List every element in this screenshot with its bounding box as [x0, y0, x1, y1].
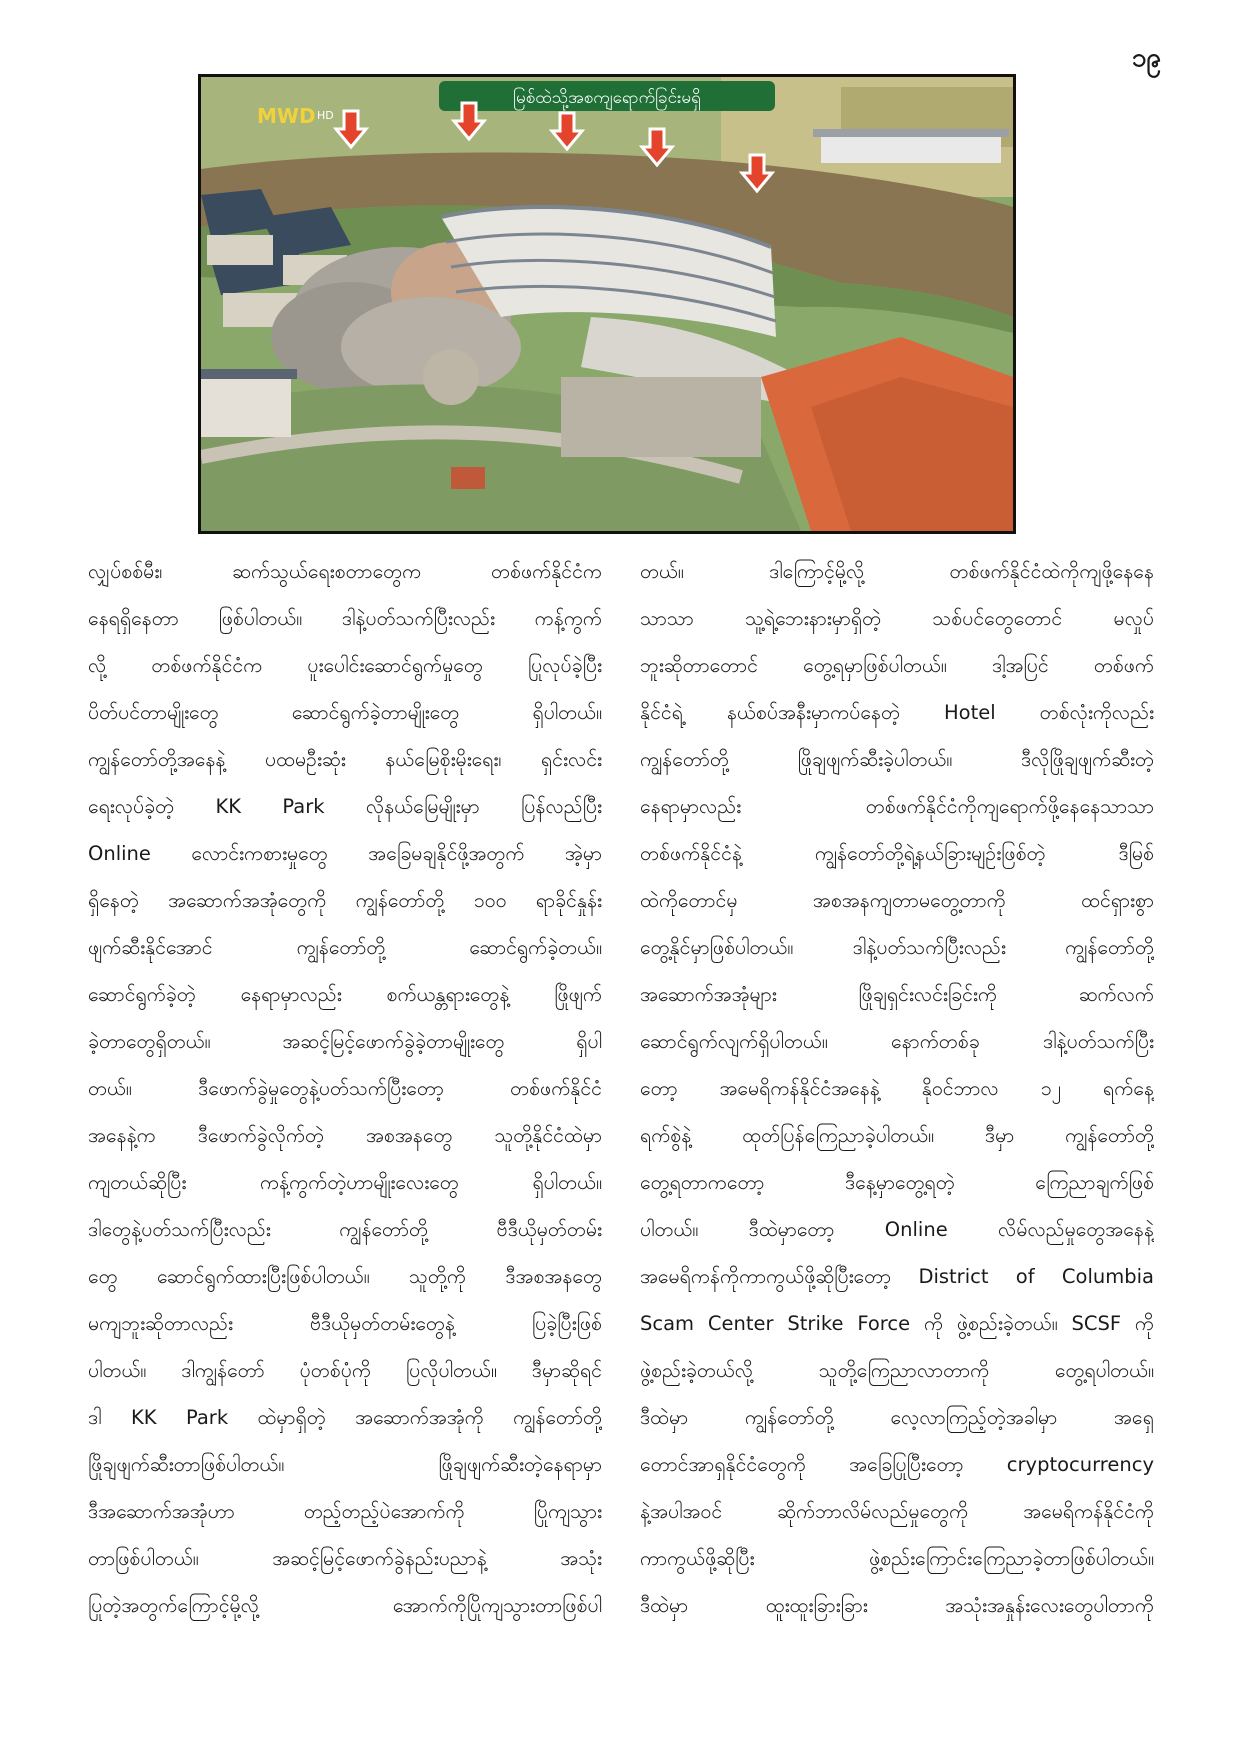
text-line: ပါတယ်။ ဒီထဲမှာတော့ Online လိမ်လည်မှုတွေအနေနဲ့ [640, 1218, 1154, 1241]
left-column [88, 548, 602, 1629]
text-line: တယ်။ ဒီဖောက်ခွဲမှုတွေနဲ့ပတ်သက်ပြီးတော့ တစ်ဖက်နိုင်ငံ [88, 1077, 602, 1100]
text-line: ရှိနေတဲ့ အဆောက်အအုံတွေကို ကျွန်တော်တို့ ၁၀၀ ရာခိုင်နှုန်း [88, 889, 602, 912]
text-line: သာသာ သူ့ရဲ့ဘေးနားမှာရှိတဲ့ သစ်ပင်တွေတောင် မလှုပ် [640, 607, 1154, 630]
text-line: ပိတ်ပင်တာမျိုးတွေ ဆောင်ရွက်ခဲ့တာမျိုးတွေ ရှိပါတယ်။ [88, 701, 602, 724]
text-line: အမေရိကန်ကိုကာကွယ်ဖို့ဆိုပြီးတော့ District of Columbia [640, 1265, 1154, 1288]
channel-logo-hd: HD [317, 109, 334, 122]
text-line: တွေ ဆောင်ရွက်ထားပြီးဖြစ်ပါတယ်။ သူတို့ကို ဒီအစအနတွေ [88, 1265, 602, 1288]
page-number: ၁၉ [1131, 43, 1161, 73]
text-line: တောင်အာရှနိုင်ငံတွေကို အခြေပြုပြီးတော့ cryptocurrency [640, 1453, 1154, 1476]
text-line: ဒီထဲမှာ ကျွန်တော်တို့ လေ့လာကြည့်တဲ့အခါမှာ အရှေ့ [640, 1406, 1154, 1429]
text-line: တစ်ဖက်နိုင်ငံနဲ့ ကျွန်တော်တို့ရဲ့နယ်ခြားမျဉ်းဖြစ်တဲ့ ဒီမြစ် [640, 842, 1154, 865]
text-line: ဒီထဲမှာ ထူးထူးခြားခြား အသုံးအနှုန်းလေးတွေပါတာကို [640, 1594, 1154, 1617]
text-line: ဆောင်ရွက်ခဲ့တဲ့ နေရာမှာလည်း စက်ယန္တရားတွေနဲ့ ဖြိုဖျက် [88, 983, 602, 1006]
text-line: ဘူးဆိုတာတောင် တွေ့ရမှာဖြစ်ပါတယ်။ ဒါ့အပြင် တစ်ဖက် [640, 654, 1154, 677]
text-line: ထဲကိုတောင်မှ အစအနကျတာမတွေ့တာကို ထင်ရှားစွာ [640, 889, 1154, 912]
text-line: ရေးလုပ်ခဲ့တဲ့ KK Park လိုနယ်မြေမျိုးမှာ ပြန်လည်ပြီး [88, 795, 602, 818]
text-line: လို့ တစ်ဖက်နိုင်ငံက ပူးပေါင်းဆောင်ရွက်မှုတွေ ပြုလုပ်ခဲ့ပြီး [88, 654, 602, 677]
text-line: ကျွန်တော်တို့အနေနဲ့ ပထမဦးဆုံး နယ်မြေစိုးမိုးရေး၊ ရှင်းလင်း [88, 748, 602, 771]
text-line: ဒါတွေနဲ့ပတ်သက်ပြီးလည်း ကျွန်တော်တို့ ဗီဒီယိုမှတ်တမ်း [88, 1218, 602, 1241]
caption-text: မြစ်ထဲသို့အစကျရောက်ခြင်းမရှိ [513, 88, 701, 108]
text-line: ရက်စွဲနဲ့ ထုတ်ပြန်ကြေညာခဲ့ပါတယ်။ ဒီမှာ ကျွန်တော်တို့ [640, 1124, 1154, 1147]
text-line: ဆောင်ရွက်လျက်ရှိပါတယ်။ နောက်တစ်ခု ဒါနဲ့ပတ်သက်ပြီး [640, 1030, 1154, 1053]
text-line: နိုင်ငံရဲ့ နယ်စပ်အနီးမှာကပ်နေတဲ့ Hotel တစ်လုံးကိုလည်း [640, 701, 1154, 724]
text-line: ကျွန်တော်တို့ ဖြိုချဖျက်ဆီးခဲ့ပါတယ်။ ဒီလိုဖြိုချဖျက်ဆီးတဲ့ [640, 748, 1154, 771]
text-line: အဆောက်အအုံများ ဖြိုချရှင်းလင်းခြင်းကို ဆက်လက် [640, 983, 1154, 1006]
text-line: Scam Center Strike Force ကို ဖွဲ့စည်းခဲ့တယ်။ SCSF ကို [640, 1312, 1154, 1335]
text-line: ဖွဲ့စည်းခဲ့တယ်လို့ သူတို့ကြေညာလာတာကို တွေ့ရပါတယ်။ [640, 1359, 1154, 1382]
news-photo [198, 74, 1016, 534]
text-line: တွေ့နိုင်မှာဖြစ်ပါတယ်။ ဒါနဲ့ပတ်သက်ပြီးလည်း ကျွန်တော်တို့ [640, 936, 1154, 959]
text-line: နဲ့အပါအဝင် ဆိုက်ဘာလိမ်လည်မှုတွေကို အမေရိကန်နိုင်ငံကို [640, 1500, 1154, 1523]
text-line: လျှပ်စစ်မီး၊ ဆက်သွယ်ရေးစတာတွေက တစ်ဖက်နိုင်ငံက [88, 560, 602, 583]
text-line: ပါတယ်။ ဒါကျွန်တော် ပုံတစ်ပုံကို ပြလိုပါတယ်။ ဒီမှာဆိုရင် [88, 1359, 602, 1382]
article-body [88, 548, 1154, 1629]
text-line: ကျတယ်ဆိုပြီး ကန့်ကွက်တဲ့ဟာမျိုးလေးတွေ ရှိပါတယ်။ [88, 1171, 602, 1194]
text-line: အနေနဲ့က ဒီဖောက်ခွဲလိုက်တဲ့ အစအနတွေ သူတို့နိုင်ငံထဲမှာ [88, 1124, 602, 1147]
right-column [640, 548, 1154, 1629]
text-line: တာဖြစ်ပါတယ်။ အဆင့်မြင့်ဖောက်ခွဲနည်းပညာနဲ့ အသုံး [88, 1547, 602, 1570]
text-line: ဒါ KK Park ထဲမှာရှိတဲ့ အဆောက်အအုံကို ကျွန်တော်တို့ [88, 1406, 602, 1429]
text-line: ပြုတဲ့အတွက်ကြောင့်မို့လို့ အောက်ကိုပြိုကျသွားတာဖြစ်ပါ [88, 1594, 602, 1617]
text-line: ဒီအဆောက်အအုံဟာ တည့်တည့်ပဲအောက်ကို ပြိုကျသွား [88, 1500, 602, 1523]
text-line: ကာကွယ်ဖို့ဆိုပြီး ဖွဲ့စည်းကြောင်းကြေညာခဲ့တာဖြစ်ပါတယ်။ [640, 1547, 1154, 1570]
text-line: တယ်။ ဒါကြောင့်မို့လို့ တစ်ဖက်နိုင်ငံထဲကိုကျဖို့နေနေ [640, 560, 1154, 583]
text-line: တော့ အမေရိကန်နိုင်ငံအနေနဲ့ နိုဝင်ဘာလ ၁၂ ရက်နေ့ [640, 1077, 1154, 1100]
text-line: နေရရှိနေတာ ဖြစ်ပါတယ်။ ဒါနဲ့ပတ်သက်ပြီးလည်း ကန့်ကွက် [88, 607, 602, 630]
text-line: တွေ့ရတာကတော့ ဒီနေ့မှာတွေ့ရတဲ့ ကြေညာချက်ဖြစ် [640, 1171, 1154, 1194]
text-line: ဖျက်ဆီးနိုင်အောင် ကျွန်တော်တို့ ဆောင်ရွက်ခဲ့တယ်။ [88, 936, 602, 959]
text-line: Online လောင်းကစားမှုတွေ အခြေမချနိုင်ဖို့အတွက် အဲ့မှာ [88, 842, 602, 865]
text-line: မကျဘူးဆိုတာလည်း ဗီဒီယိုမှတ်တမ်းတွေနဲ့ ပြခဲ့ပြီးဖြစ် [88, 1312, 602, 1335]
text-line: ဖြိုချဖျက်ဆီးတာဖြစ်ပါတယ်။ ဖြိုချဖျက်ဆီးတဲ့နေရာမှာ [88, 1453, 602, 1476]
demolition-scene [201, 77, 1013, 531]
text-line: နေရာမှာလည်း တစ်ဖက်နိုင်ငံကိုကျရောက်ဖို့နေနေသာသာ [640, 795, 1154, 818]
text-line: ခဲ့တာတွေရှိတယ်။ အဆင့်မြင့်ဖောက်ခွဲခဲ့တာမျိုးတွေ ရှိပါ [88, 1030, 602, 1053]
channel-logo: MWD [257, 104, 316, 128]
